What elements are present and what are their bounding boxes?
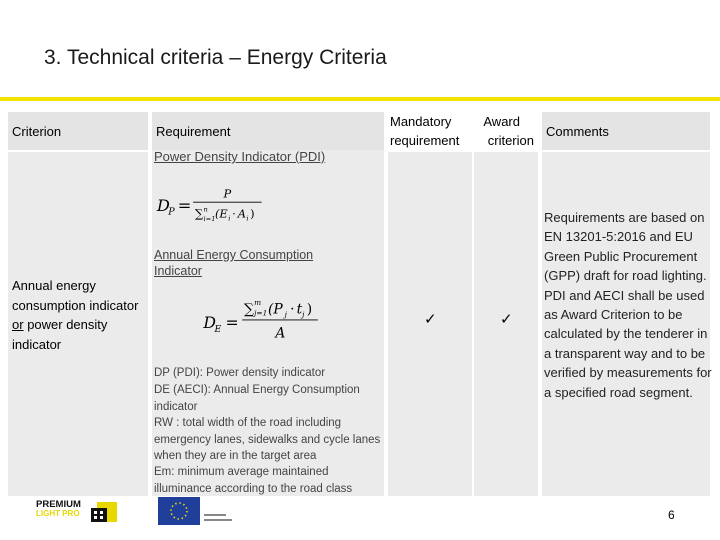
header-mandatory-award [388, 112, 538, 150]
svg-text:∑: ∑ [244, 301, 254, 318]
criterion-cell [8, 152, 148, 496]
svg-text:A: A [237, 206, 247, 221]
svg-text:·: · [290, 301, 295, 318]
svg-text:i: i [246, 214, 249, 223]
criteria-table [8, 112, 710, 496]
svg-text:E: E [214, 323, 222, 335]
criterion-text-part1: Annual energy consumption indicator [12, 278, 139, 313]
title-divider [0, 97, 720, 101]
svg-text:PREMIUM: PREMIUM [36, 499, 81, 510]
aeci-heading [154, 247, 382, 279]
page-number: 6 [668, 508, 675, 522]
pdi-heading: Power Density Indicator (PDI) [154, 149, 326, 164]
criterion-text-part2: power density indicator [12, 317, 108, 352]
rw-definition: RW : total width of the road including emergency lanes, sidewalks and cycle lanes when they are in the target area [154, 417, 381, 462]
svg-text:(P: (P [268, 301, 283, 318]
header-award-label: Award [483, 114, 520, 129]
em-definition: Em: minimum average maintained illuminance according to the road class [154, 466, 353, 495]
comments-text: Requirements are based on EN 13201-5:2016 and EU Green Public Procurement (GPP) draft for road lighting. PDI and AECI shall be used as Award Criterion to be calculated by the tenderer in a transparent way and to be verified by measurements for a specified road segment. [544, 210, 712, 400]
svg-text:j=1: j=1 [254, 308, 268, 318]
criterion-text [12, 276, 142, 354]
header-comments [542, 112, 710, 150]
header-requirement-label: Requirement [156, 123, 231, 139]
svg-text:): ) [250, 206, 255, 221]
svg-text:m: m [254, 298, 262, 308]
header-criterion-label: Criterion [12, 123, 62, 139]
header-requirement [152, 112, 384, 150]
svg-text:): ) [306, 301, 313, 318]
eu-funding-caption-icon [203, 510, 233, 524]
requirement-cell [152, 150, 384, 496]
pdi-formula [154, 186, 274, 226]
aeci-formula [198, 295, 338, 343]
svg-text:D: D [203, 313, 216, 333]
svg-text:·: · [232, 206, 236, 221]
svg-text:j: j [284, 310, 287, 320]
award-cell [474, 152, 538, 496]
svg-text:=: = [177, 195, 192, 215]
aeci-heading-line2: Indicator [154, 264, 202, 278]
header-criterion [8, 112, 148, 150]
svg-text:(E: (E [214, 206, 228, 221]
comments-cell [542, 152, 710, 496]
header-award-sub: criterion [487, 133, 534, 148]
header-mandatory-label: Mandatory [390, 114, 452, 129]
svg-text:∑: ∑ [194, 206, 204, 221]
svg-text:LIGHT PRO: LIGHT PRO [36, 509, 80, 518]
svg-text:j: j [302, 310, 305, 320]
award-check-icon: ✓ [500, 311, 513, 328]
premium-light-pro-logo [33, 496, 125, 526]
svg-text:P: P [168, 206, 175, 218]
svg-text:t: t [296, 301, 303, 318]
mandatory-cell [388, 152, 472, 496]
pdi-definition: DP (PDI): Power density indicator [154, 367, 326, 379]
svg-text:n: n [203, 205, 208, 214]
svg-text:D: D [156, 195, 170, 215]
header-comments-label: Comments [546, 123, 609, 139]
mandatory-check-icon: ✓ [424, 311, 437, 328]
aeci-definition: DE (AECI): Annual Energy Consumption indicator [154, 384, 360, 413]
slide-title: 3. Technical criteria – Energy Criteria [44, 46, 387, 69]
svg-text:=: = [225, 313, 239, 333]
svg-text:i: i [228, 214, 231, 223]
criterion-text-or: or [12, 317, 24, 332]
svg-text:i=1: i=1 [203, 215, 216, 224]
svg-text:P: P [223, 186, 232, 201]
aeci-heading-line1: Annual Energy Consumption [154, 248, 314, 262]
eu-flag-icon [158, 497, 200, 525]
header-mandatory-sub: requirement [390, 133, 460, 148]
svg-text:A: A [275, 325, 286, 342]
